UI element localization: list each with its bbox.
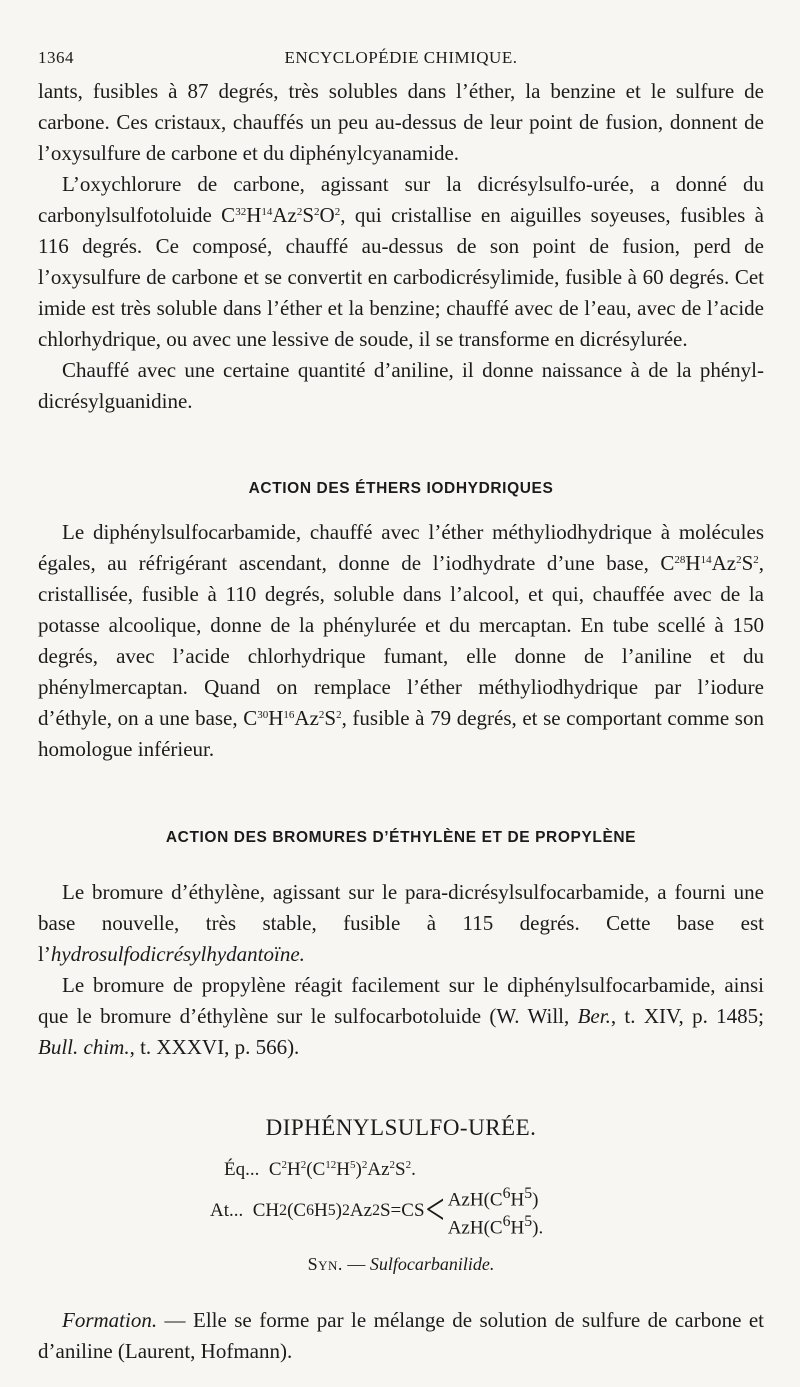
bromures-paragraph-2: Le bromure de propylène réagit facilement sur le diphénylsulfocarbamide, ainsi que le bromure d’éthylène sur le sulfocarbotoluide (W. Will, Ber., t. XIV, p. 1485; Bull. chim., t. XXXVI, p. 566).: [38, 973, 764, 1059]
page-header: [38, 44, 764, 74]
page-number: 1364: [38, 48, 74, 67]
compound-title: DIPHÉNYLSULFO-URÉE.: [265, 1115, 537, 1140]
intro-paragraph-2: L’oxychlorure de carbone, agissant sur la dicrésylsulfo-urée, a donné du carbonylsulfotoluide $C^{32}H^{14}Az^2S^2O^2$, qui cristallise en aiguilles soyeuses, fusibles à 116 degrés. Ce composé, chauffé au-dessus de son point de fusion, perd de l’oxysulfure de carbone et se convertit en carbodicrésylimide, fusible à 60 degrés. Cet imide est très soluble dans l’éther et la benzine; chauffé avec de l’eau, avec de l’acide chlorhydrique, ou avec une lessive de soude, il se transforme en dicrésylurée.: [38, 172, 764, 351]
intro-paragraph-3: Chauffé avec une certaine quantité d’aniline, il donne naissance à de la phényl-dicrésylguanidine.: [38, 358, 764, 413]
section-heading-bromures: ACTION DES BROMURES D’ÉTHYLÈNE ET DE PROPYLÈNE: [165, 829, 637, 846]
intro-paragraph-1: lants, fusibles à 87 degrés, très solubles dans l’éther, la benzine et le sulfure de carbone. Ces cristaux, chauffés un peu au-dessus de leur point de fusion, donnent de l’oxysulfure de carbone et du diphénylcyanamide.: [38, 79, 764, 165]
running-head: ENCYCLOPÉDIE CHIMIQUE.: [284, 48, 518, 67]
equivalent-formula: Éq... $C^2H^2(C^{12}H^5)^2Az^2S^2$.: [224, 1159, 416, 1180]
ethers-paragraph: Le diphénylsulfocarbamide, chauffé avec l’éther méthyliodhydrique à molécules égales, au réfrigérant ascendant, donne de l’iodhydrate d’une base, $C^{28}H^{14}Az^2S^2$, cristallisée, fusible à 110 degrés, soluble dans l’alcool, et qui, chauffée avec de la potasse alcoolique, donne de la phénylurée et du mercaptan. En tube scellé à 150 degrés, avec l’acide chlorhydrique fumant, elle donne de l’aniline et du phénylmercaptan. Quand on remplace l’éther méthyliodhydrique par l’iodure d’éthyle, on a une base, $C^{30}H^{16}Az^2S^2$, fusible à 79 degrés, et se comportant comme son homologue inférieur.: [38, 520, 764, 761]
atomic-formula: At... CH 2 (C 6 H 5 ) 2 Az 2 S=CS < $AzH(C^6H^5)$ $AzH(C^6H^5)$.: [210, 1185, 544, 1239]
section-heading-ethers-iodhydriques: ACTION DES ÉTHERS IODHYDRIQUES: [248, 480, 554, 497]
page-body: [38, 76, 764, 1367]
bromures-paragraph-1: Le bromure d’éthylène, agissant sur le para-dicrésylsulfocarbamide, a fourni une base nouvelle, très stable, fusible à 115 degrés. Cette base est l’hydrosulfodicrésylhydantoïne.: [38, 880, 764, 966]
synonym-line: Syn. — Sulfocarbanilide.: [307, 1253, 495, 1274]
formation-paragraph: Formation. — Elle se forme par le mélange de solution de sulfure de carbone et d’aniline (Laurent, Hofmann).: [38, 1307, 764, 1363]
